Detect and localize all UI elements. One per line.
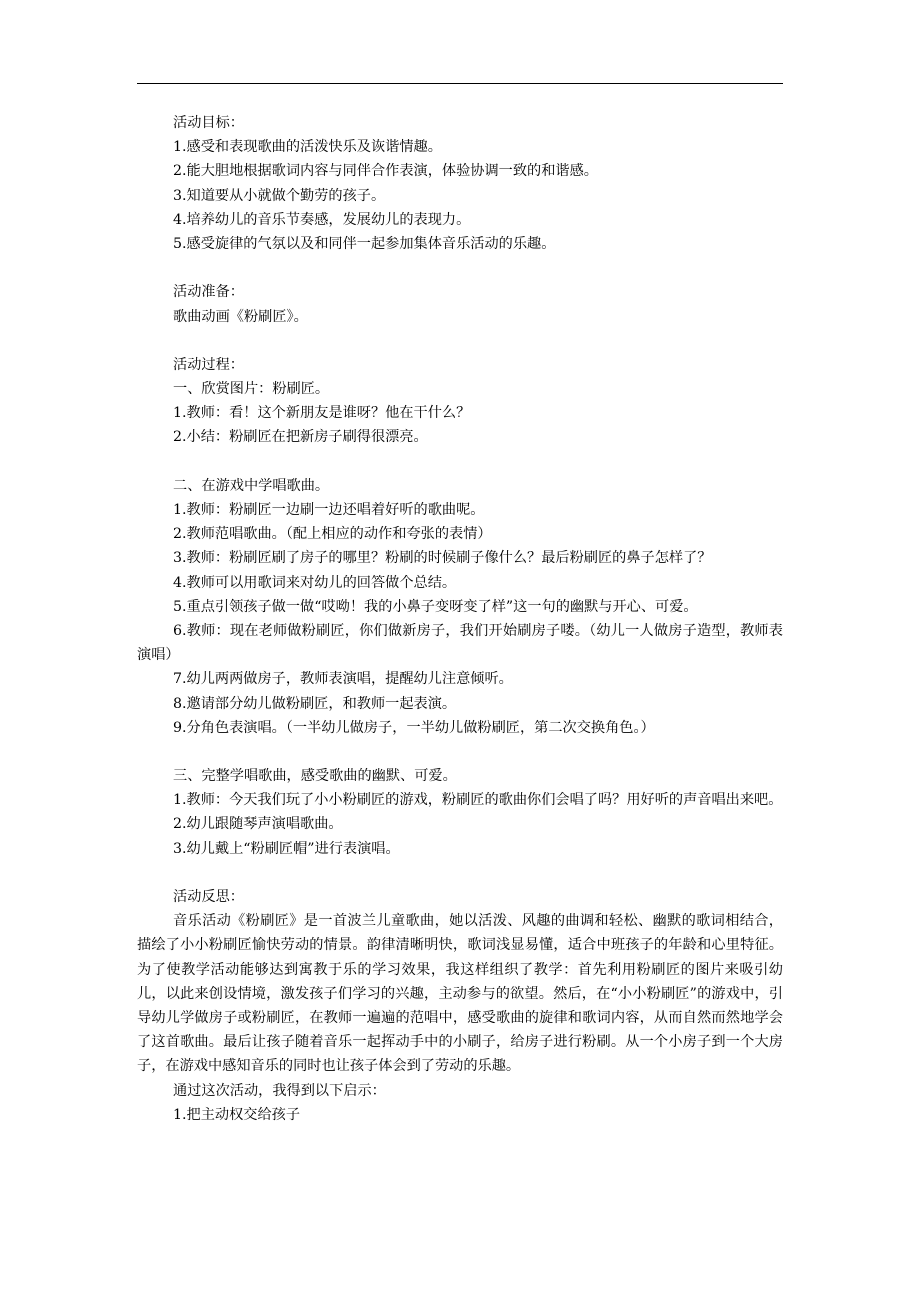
- spacer: [137, 256, 783, 280]
- header-rule: [137, 83, 783, 84]
- process-item: 1.教师：看！这个新朋友是谁呀？他在干什么？: [173, 405, 471, 422]
- process-item: 3.教师：粉刷匠刷了房子的哪里？粉刷的时候刷子像什么？最后粉刷匠的鼻子怎样了？: [173, 550, 712, 567]
- process-item: 1.教师：今天我们玩了小小粉刷匠的游戏，粉刷匠的歌曲你们会唱了吗？用好听的声音唱出来吧。: [173, 792, 783, 809]
- insight-intro: 通过这次活动，我得到以下启示：: [173, 1082, 386, 1099]
- section-title: 一、欣赏图片：粉刷匠。: [173, 381, 330, 398]
- process-item: 8.邀请部分幼儿做粉刷匠，和教师一起表演。: [173, 695, 457, 712]
- process-heading: 活动过程：: [173, 356, 244, 373]
- goal-item: 3.知道要从小就做个勤劳的孩子。: [173, 187, 386, 204]
- process-item: 2.教师范唱歌曲。（配上相应的动作和夸张的表情）: [173, 526, 492, 543]
- process-item: 5.重点引领孩子做一做“哎呦！我的小鼻子变呀变了样”这一句的幽默与开心、可爱。: [173, 598, 698, 615]
- spacer: [137, 740, 783, 764]
- process-item: 1.教师：粉刷匠一边刷一边还唱着好听的歌曲呢。: [173, 502, 485, 518]
- process-item: 2.小结：粉刷匠在把新房子刷得很漂亮。: [173, 429, 428, 446]
- goal-item: 2.能大胆地根据歌词内容与同伴合作表演，体验协调一致的和谐感。: [173, 163, 598, 180]
- preparation-text: 歌曲动画《粉刷匠》。: [173, 308, 308, 325]
- process-item: 3.幼儿戴上“粉刷匠帽”进行表演唱。: [173, 840, 400, 857]
- process-item: 6.教师：现在老师做粉刷匠，你们做新房子，我们开始刷房子喽。（幼儿一人做房子造型，教师表演唱）: [137, 622, 783, 664]
- process-item: 7.幼儿两两做房子，教师表演唱，提醒幼儿注意倾听。: [173, 671, 513, 688]
- document-body: [137, 111, 783, 1127]
- goal-item: 1.感受和表现歌曲的活泼快乐及诙谐情趣。: [173, 139, 442, 156]
- reflection-heading: 活动反思：: [173, 889, 244, 906]
- reflection-paragraph: 音乐活动《粉刷匠》是一首波兰儿童歌曲，她以活泼、风趣的曲调和轻松、幽默的歌词相结合，描绘了小小粉刷匠愉快劳动的情景。韵律清晰明快，歌词浅显易懂，适合中班孩子的年龄和心里特征。为了使教学活动能够达到寓教于乐的学习效果，我这样组织了教学：首先利用粉刷匠的图片来吸引幼儿，以此来创设情境，激发孩子们学习的兴趣，主动参与的欲望。然后，在“小小粉刷匠”的游戏中，引导幼儿学做房子或粉刷匠，在教师一遍遍的范唱中，感受歌曲的旋律和歌词内容，从而自然而然地学会了这首歌曲。最后让孩子随着音乐一起挥动手中的小刷子，给房子进行粉刷。从一个小房子到一个大房子，在游戏中感知音乐的同时也让孩子体会到了劳动的乐趣。: [137, 913, 783, 1075]
- process-item: 2.幼儿跟随琴声演唱歌曲。: [173, 816, 343, 833]
- goal-item: 4.培养幼儿的音乐节奏感，发展幼儿的表现力。: [173, 211, 471, 228]
- spacer: [137, 450, 783, 474]
- process-item: 9.分角色表演唱。（一半幼儿做房子，一半幼儿做粉刷匠，第二次交换角色。）: [173, 719, 655, 736]
- process-item: 4.教师可以用歌词来对幼儿的回答做个总结。: [173, 574, 457, 591]
- insight-item: 1.把主动权交给孩子: [173, 1106, 301, 1123]
- spacer: [137, 329, 783, 353]
- goals-heading: 活动目标：: [173, 115, 244, 131]
- preparation-heading: 活动准备：: [173, 284, 244, 301]
- spacer: [137, 861, 783, 885]
- goal-item: 5.感受旋律的气氛以及和同伴一起参加集体音乐活动的乐趣。: [173, 235, 556, 252]
- section-title: 三、完整学唱歌曲，感受歌曲的幽默、可爱。: [173, 768, 457, 785]
- section-title: 二、在游戏中学唱歌曲。: [173, 477, 330, 494]
